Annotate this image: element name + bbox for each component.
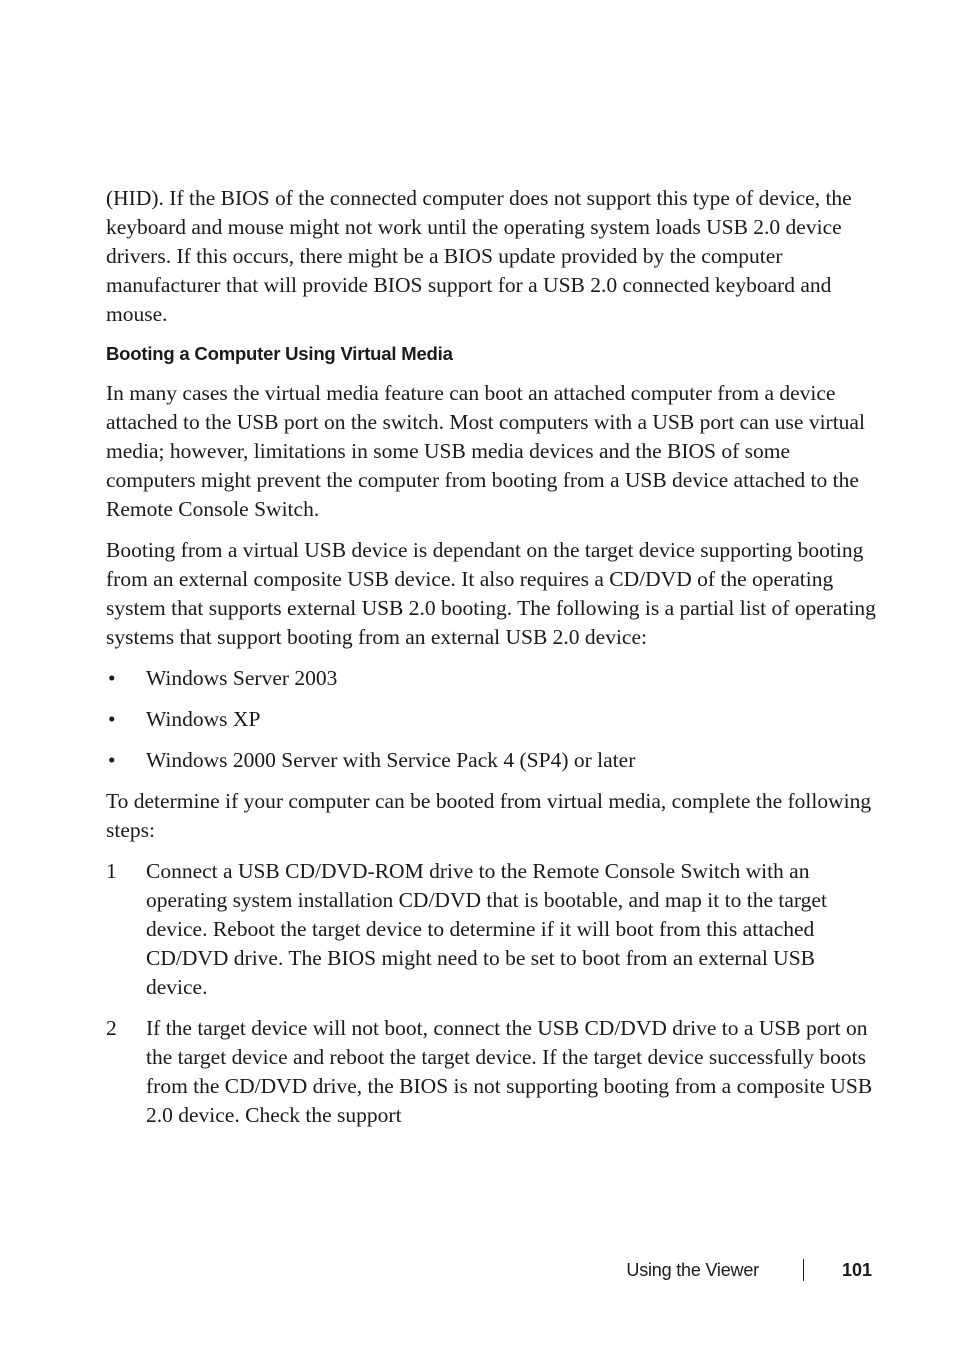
list-item-text: Windows Server 2003 (146, 666, 338, 690)
step-number: 1 (106, 859, 117, 883)
step-text: If the target device will not boot, connect the USB CD/DVD drive to a USB port on the target device and reboot the target device. If the target device successfully boots from the CD/DVD drive, the BIOS is not supporting booting from a composite USB 2.0 device. Check the support (146, 1016, 873, 1127)
paragraph-os-requirements: Booting from a virtual USB device is dependant on the target device supporting booting from an external composite USB device. It also requires a CD/DVD of the operating system that supports external USB 2.0 booting. The following is a partial list of operating systems that support booting from an external USB 2.0 device: (106, 538, 876, 649)
step-text: Connect a USB CD/DVD-ROM drive to the Remote Console Switch with an operating system installation CD/DVD that is bootable, and map it to the target device. Reboot the target device to determine if it will boot from this attached CD/DVD drive. The BIOS might need to be set to boot from an external USB device. (146, 859, 827, 999)
list-item (106, 705, 876, 734)
step-number: 2 (106, 1016, 117, 1040)
page-body (106, 184, 876, 1142)
list-item-text: Windows XP (146, 707, 261, 731)
paragraph-virtual-media-boot: In many cases the virtual media feature can boot an attached computer from a device attached to the USB port on the switch. Most computers with a USB port can use virtual media; however, limitations in some USB media devices and the BIOS of some computers might prevent the computer from booting from a USB device attached to the Remote Console Switch. (106, 381, 865, 521)
os-bullet-list (106, 664, 876, 775)
bullet-icon: • (108, 666, 116, 690)
footer-divider (803, 1259, 804, 1281)
footer-section-title: Using the Viewer (626, 1260, 759, 1280)
page-number: 101 (841, 1260, 872, 1280)
page-footer (626, 1258, 872, 1282)
bullet-icon: • (108, 707, 116, 731)
list-item (106, 664, 876, 693)
list-item-text: Windows 2000 Server with Service Pack 4 (SP4) or later (146, 748, 636, 772)
step-item (106, 857, 876, 1002)
bullet-icon: • (108, 748, 116, 772)
paragraph-steps-intro: To determine if your computer can be booted from virtual media, complete the following steps: (106, 789, 872, 842)
section-heading: Booting a Computer Using Virtual Media (106, 343, 453, 364)
step-item (106, 1014, 876, 1130)
paragraph-hid-note: (HID). If the BIOS of the connected computer does not support this type of device, the keyboard and mouse might not work until the operating system loads USB 2.0 device drivers. If this occurs, there might be a BIOS update provided by the computer manufacturer that will provide BIOS support for a USB 2.0 connected keyboard and mouse. (106, 186, 852, 326)
list-item (106, 746, 876, 775)
steps-list (106, 857, 876, 1130)
